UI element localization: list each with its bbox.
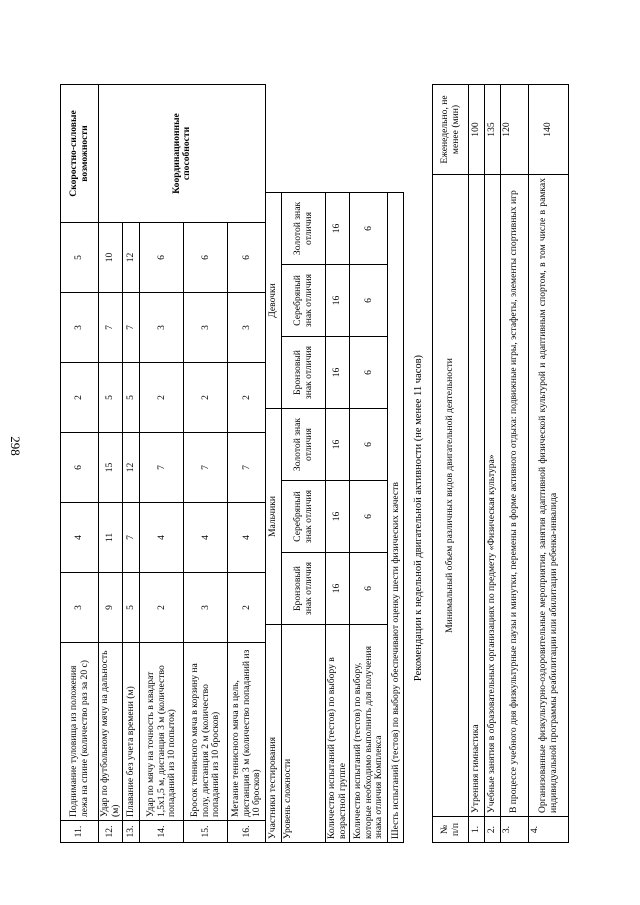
summary-label: Количество испытаний (тестов) по выбору в возрастной группе xyxy=(326,625,350,843)
value-cell: 4 xyxy=(61,503,99,573)
value-cell: 6 xyxy=(140,223,184,293)
value-cell: 6 xyxy=(350,481,388,553)
value-cell: 6 xyxy=(350,553,388,625)
value-cell: 6 xyxy=(350,192,388,264)
recommendations-table xyxy=(432,84,569,843)
value-cell: 3 xyxy=(228,293,266,363)
value-cell: 7 xyxy=(123,503,140,573)
value-cell: 5 xyxy=(99,363,123,433)
value-cell: 16 xyxy=(326,192,350,264)
value-cell: 3 xyxy=(61,293,99,363)
table-row xyxy=(469,85,485,843)
minutes-value: 120 xyxy=(501,85,529,175)
value-cell: 11 xyxy=(99,503,123,573)
value-cell: 16 xyxy=(326,264,350,336)
boys-header: Мальчики xyxy=(266,408,282,624)
value-cell: 2 xyxy=(61,363,99,433)
number-header: № п/п xyxy=(433,817,469,843)
value-cell: 6 xyxy=(61,433,99,503)
value-cell: 4 xyxy=(140,503,184,573)
quality-coordination: Координационные способности xyxy=(99,85,266,223)
row-number: 14. xyxy=(140,821,184,843)
value-cell: 6 xyxy=(350,264,388,336)
value-cell: 2 xyxy=(228,573,266,643)
table-row xyxy=(282,192,326,842)
row-number: 12. xyxy=(99,821,123,843)
tests-table xyxy=(60,84,266,843)
page-number: 298 xyxy=(8,436,23,456)
value-cell: 9 xyxy=(99,573,123,643)
row-number: 4. xyxy=(529,817,569,843)
quality-speed-strength: Скоростно-силовые возможности xyxy=(61,85,99,223)
value-cell: 7 xyxy=(184,433,228,503)
row-number: 16. xyxy=(228,821,266,843)
recommendations-title: Рекомендации к недельной двигательной активности (не менее 11 часов) xyxy=(413,354,424,682)
table-row xyxy=(99,85,123,843)
table-row xyxy=(388,192,404,842)
value-cell: 12 xyxy=(123,223,140,293)
value-cell: 7 xyxy=(123,293,140,363)
summary-label: Количество испытаний (тестов) по выбору, которые необходимо выполнить для получения знака отличия Комплекса xyxy=(350,625,388,843)
level-header: Уровень сложности xyxy=(282,625,326,843)
value-cell: 16 xyxy=(326,481,350,553)
test-name: Удар по мячу на точность в квадрат 1,5х1,5 м, дистанция 3 м (количество попаданий из 10 попыток) xyxy=(140,643,184,821)
test-name: Плавание без учета времени (м) xyxy=(123,643,140,821)
summary-table xyxy=(265,192,404,843)
participants-header: Участники тестирования xyxy=(266,625,282,843)
value-cell: 4 xyxy=(184,503,228,573)
activity-header: Минимальный объем различных видов двигательной деятельности xyxy=(433,175,469,817)
value-cell: 3 xyxy=(140,293,184,363)
row-number: 15. xyxy=(184,821,228,843)
table-row xyxy=(529,85,569,843)
value-cell: 6 xyxy=(350,336,388,408)
table-row xyxy=(326,192,350,842)
minutes-header: Еженедельно, не менее (мин) xyxy=(433,85,469,175)
girls-header: Девочки xyxy=(266,192,282,408)
table-row xyxy=(501,85,529,843)
summary-footnote: Шесть испытаний (тестов) по выбору обеспечивают оценку шести физических качеств xyxy=(388,192,404,842)
value-cell: 12 xyxy=(123,433,140,503)
table-row xyxy=(350,192,388,842)
row-number: 11. xyxy=(61,821,99,843)
value-cell: 6 xyxy=(184,223,228,293)
activity-name: В процессе учебного дня физкультурные паузы и минутки, перемены в форме активного отдыха: подвижные игры, эстафеты, элементы спортивных игр xyxy=(501,175,529,817)
table-row xyxy=(61,85,99,843)
value-cell: 5 xyxy=(123,363,140,433)
level-cell: Бронзовый знак отличия xyxy=(282,336,326,408)
test-name: Поднимание туловища из положения лежа на спине (количество раз за 20 с) xyxy=(61,643,99,821)
activity-name: Организованные физкультурно-оздоровительные мероприятия, занятия адаптивной физической культурой и адаптивным спортом, в том числе в рамках индивидуальной программы реабилитации или абилитации ребенка-инвалида xyxy=(529,175,569,817)
minutes-value: 100 xyxy=(469,85,485,175)
test-name: Удар по футбольному мячу на дальность (м) xyxy=(99,643,123,821)
value-cell: 7 xyxy=(99,293,123,363)
minutes-value: 140 xyxy=(529,85,569,175)
value-cell: 2 xyxy=(140,573,184,643)
level-cell: Золотой знак отличия xyxy=(282,408,326,480)
value-cell: 15 xyxy=(99,433,123,503)
value-cell: 4 xyxy=(228,503,266,573)
test-name: Бросок теннисного мяча в корзину на полу, дистанция 2 м (количество попаданий из 10 бросков) xyxy=(184,643,228,821)
value-cell: 3 xyxy=(184,573,228,643)
activity-name: Утренняя гимнастика xyxy=(469,175,485,817)
value-cell: 2 xyxy=(140,363,184,433)
table-row xyxy=(266,192,282,842)
table-row xyxy=(433,85,469,843)
level-cell: Серебряный знак отличия xyxy=(282,264,326,336)
value-cell: 7 xyxy=(228,433,266,503)
value-cell: 16 xyxy=(326,553,350,625)
test-name: Метание теннисного мяча в цель, дистанция 3 м (количество попаданий из 10 бросков) xyxy=(228,643,266,821)
level-cell: Золотой знак отличия xyxy=(282,192,326,264)
value-cell: 6 xyxy=(350,408,388,480)
value-cell: 2 xyxy=(184,363,228,433)
level-cell: Серебряный знак отличия xyxy=(282,481,326,553)
activity-name: Учебные занятия в образовательных организациях по предмету «Физическая культура» xyxy=(485,175,501,817)
value-cell: 5 xyxy=(61,223,99,293)
value-cell: 3 xyxy=(184,293,228,363)
value-cell: 16 xyxy=(326,408,350,480)
value-cell: 7 xyxy=(140,433,184,503)
value-cell: 5 xyxy=(123,573,140,643)
row-number: 3. xyxy=(501,817,529,843)
value-cell: 3 xyxy=(61,573,99,643)
row-number: 1. xyxy=(469,817,485,843)
rotated-page-content xyxy=(60,53,605,843)
row-number: 2. xyxy=(485,817,501,843)
row-number: 13. xyxy=(123,821,140,843)
minutes-value: 135 xyxy=(485,85,501,175)
value-cell: 6 xyxy=(228,223,266,293)
value-cell: 10 xyxy=(99,223,123,293)
value-cell: 2 xyxy=(228,363,266,433)
value-cell: 16 xyxy=(326,336,350,408)
table-row xyxy=(485,85,501,843)
level-cell: Бронзовый знак отличия xyxy=(282,553,326,625)
